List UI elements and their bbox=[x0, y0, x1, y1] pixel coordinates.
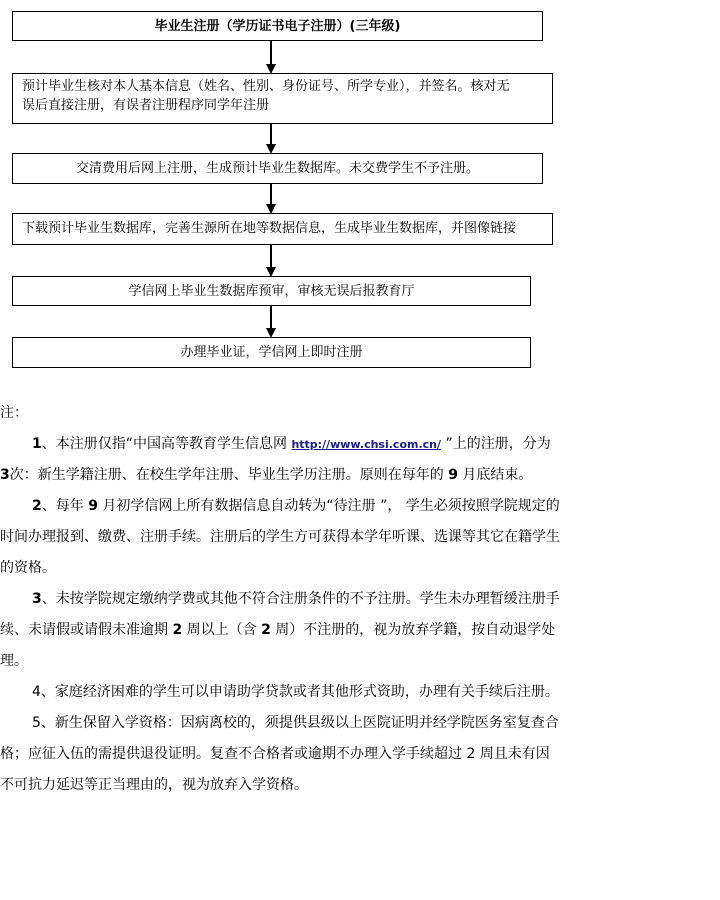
flow-arrow bbox=[266, 184, 276, 214]
note-1-text-c: 次：新生学籍注册、在校生学年注册、毕业生学历注册。原则在每年的 bbox=[9, 467, 449, 483]
flow-step-payment-text: 交清费用后网上注册，生成预计毕业生数据库。未交费学生不予注册。 bbox=[75, 161, 479, 176]
note-3-text-b: 周以上（含 bbox=[182, 622, 262, 638]
flow-step-verify-info bbox=[12, 73, 553, 124]
notes-section bbox=[0, 398, 560, 801]
flow-step-title-text: 毕业生注册（学历证书电子注册）(三年级) bbox=[154, 18, 401, 34]
note-2-text-b: 月初学信网上所有数据信息自动转为“待注册 ”， 学生必须按照学院规定的时间办理报到、缴费、注册手续。注册后的学生方可获得本学年听课、选课等其它在籍学生的资格。 bbox=[0, 498, 560, 576]
flow-step-database bbox=[12, 213, 553, 245]
note-1-text-d: 月底结束。 bbox=[457, 467, 533, 483]
flow-step-verify-line1: 预计毕业生核对本人基本信息（姓名、性别、身份证号、所学专业），并签名。核对无 bbox=[22, 79, 510, 94]
note-1-text-a: 、本注册仅指“中国高等教育学生信息网 bbox=[41, 436, 292, 452]
flow-step-database-text: 下载预计毕业生数据库，完善生源所在地等数据信息，生成毕业生数据库，并图像链接 bbox=[22, 221, 517, 236]
flow-arrow bbox=[266, 306, 276, 338]
note-1-number: 1 bbox=[32, 436, 42, 452]
note-3-weeks-2: 2 bbox=[261, 622, 271, 638]
flow-step-preview bbox=[12, 276, 531, 306]
chsi-link[interactable]: http://www.chsi.com.cn/ bbox=[291, 438, 442, 451]
flow-arrow bbox=[266, 245, 276, 277]
note-2-text-a: 、每年 bbox=[41, 498, 89, 514]
note-2-number: 2 bbox=[32, 498, 42, 514]
note-3-text-c: 周）不注册的，视为放弃学籍，按自动退学处理。 bbox=[0, 622, 556, 669]
note-2 bbox=[0, 491, 560, 584]
note-3 bbox=[0, 584, 560, 677]
note-3-weeks-1: 2 bbox=[172, 622, 183, 638]
flow-arrow bbox=[266, 41, 276, 74]
note-3-text-a: 、未按学院规定缴纳学费或其他不符合注册条件的不予注册。学生未办理暂缓注册手续、未请假或请假未准逾期 bbox=[0, 591, 560, 638]
flow-step-certificate-text: 办理毕业证，学信网上即时注册 bbox=[180, 345, 363, 360]
flow-step-certificate bbox=[12, 337, 531, 368]
notes-heading: 注： bbox=[0, 405, 28, 421]
note-4 bbox=[0, 677, 560, 708]
flow-arrow bbox=[266, 124, 276, 154]
note-2-month: 9 bbox=[88, 498, 98, 514]
note-3-number: 3 bbox=[32, 591, 42, 607]
note-1 bbox=[0, 429, 560, 491]
flow-step-payment bbox=[12, 153, 543, 184]
note-1-month: 9 bbox=[448, 467, 458, 483]
flow-step-verify-line2: 误后直接注册，有误者注册程序同学年注册 bbox=[22, 98, 270, 113]
note-1-text-b: ”上的注册，分为 bbox=[441, 436, 551, 452]
note-5-text: 5、新生保留入学资格：因病离校的，须提供县级以上医院证明并经学院医务室复查合格；应征入伍的需提供退役证明。复查不合格者或逾期不办理入学手续超过 2 周且未有因不可抗力延迟等正当理由的，视为放弃入学资格。 bbox=[0, 715, 559, 793]
note-5 bbox=[0, 708, 560, 801]
flow-step-preview-text: 学信网上毕业生数据库预审，审核无误后报教育厅 bbox=[128, 283, 415, 299]
note-1-count: 3 bbox=[0, 467, 10, 483]
flow-step-title bbox=[12, 11, 543, 41]
note-4-text: 4、家庭经济困难的学生可以申请助学贷款或者其他形式资助，办理有关手续后注册。 bbox=[32, 684, 559, 700]
